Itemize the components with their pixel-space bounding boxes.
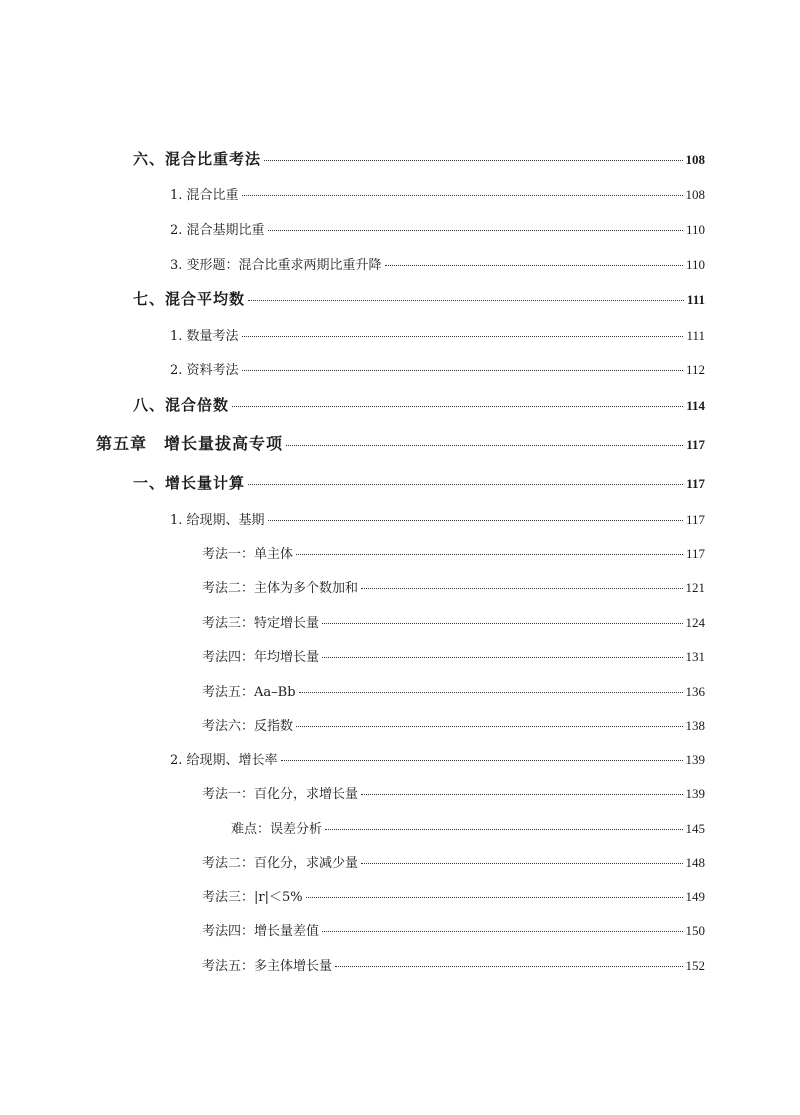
toc-entry-page: 117	[685, 512, 705, 527]
dot-leader	[322, 931, 682, 932]
toc-entry-label: 考法五：多主体增长量	[202, 959, 333, 974]
toc-entry-item[interactable]	[202, 852, 705, 871]
toc-entry-label: 第五章 增长量拔高专项	[96, 434, 284, 453]
toc-entry-page: 112	[685, 362, 705, 377]
toc-entry-subsection[interactable]	[170, 184, 705, 203]
toc-entry-label: 一、增长量计算	[133, 474, 246, 492]
toc-entry-label: 考法五：Aa–Bb	[202, 685, 296, 700]
dot-leader	[264, 160, 682, 161]
dot-leader	[361, 588, 682, 589]
dot-leader	[325, 829, 682, 830]
toc-entry-page: 114	[686, 398, 705, 413]
dot-leader	[361, 794, 682, 795]
toc-entry-page: 136	[685, 684, 705, 699]
toc-entry-label: 六、混合比重考法	[133, 150, 262, 168]
toc-entry-subsection[interactable]	[170, 359, 705, 378]
toc-entry-label: 1. 混合比重	[170, 188, 239, 203]
dot-leader	[286, 445, 683, 446]
toc-entry-label: 考法一：百化分，求增长量	[202, 787, 359, 802]
toc-entry-page: 148	[685, 855, 705, 870]
toc-entry-page: 117	[686, 437, 705, 452]
dot-leader	[242, 370, 683, 371]
toc-entry-label: 考法四：增长量差值	[202, 924, 320, 939]
toc-entry-page: 138	[685, 718, 705, 733]
toc-entry-page: 111	[686, 292, 705, 307]
toc-entry-label: 考法二：百化分，求减少量	[202, 856, 359, 871]
toc-entry-item[interactable]	[202, 612, 705, 631]
toc-entry-label: 2. 给现期、增长率	[170, 753, 278, 768]
toc-entry-item[interactable]	[202, 715, 705, 734]
toc-entry-page: 111	[686, 328, 705, 343]
toc-entry-label: 1. 数量考法	[170, 329, 239, 344]
toc-entry-page: 139	[685, 786, 705, 801]
dot-leader	[242, 336, 684, 337]
toc-entry-page: 117	[686, 476, 705, 491]
toc-entry-label: 考法二：主体为多个数加和	[202, 581, 359, 596]
toc-entry-item[interactable]	[202, 783, 705, 802]
toc-entry-chapter-5[interactable]	[96, 431, 705, 454]
dot-leader	[268, 520, 683, 521]
toc-entry-section-6[interactable]	[133, 148, 705, 169]
dot-leader	[248, 300, 684, 301]
toc-entry-subsection[interactable]	[170, 749, 705, 768]
toc-entry-section-8[interactable]	[133, 394, 705, 415]
toc-entry-page: 117	[685, 546, 705, 561]
toc-entry-label: 难点：误差分析	[231, 822, 323, 837]
toc-entry-item[interactable]	[202, 955, 705, 974]
toc-entry-page: 152	[685, 958, 705, 973]
dot-leader	[242, 195, 683, 196]
toc-entry-subsection[interactable]	[170, 254, 705, 273]
dot-leader	[385, 265, 683, 266]
toc-entry-page: 149	[685, 889, 705, 904]
toc-entry-section-1[interactable]	[133, 472, 705, 493]
dot-leader	[296, 726, 682, 727]
toc-entry-page: 121	[685, 580, 705, 595]
toc-entry-label: 考法三：|r|＜5%	[202, 890, 303, 905]
toc-entry-label: 3. 变形题：混合比重求两期比重升降	[170, 258, 382, 273]
toc-entry-page: 150	[685, 923, 705, 938]
toc-entry-subsection[interactable]	[170, 219, 705, 238]
dot-leader	[281, 760, 683, 761]
dot-leader	[248, 484, 683, 485]
toc-entry-subsection[interactable]	[170, 325, 705, 344]
toc-entry-label: 2. 混合基期比重	[170, 223, 265, 238]
toc-entry-label: 七、混合平均数	[133, 290, 246, 308]
dot-leader	[268, 230, 683, 231]
dot-leader	[306, 897, 683, 898]
toc-entry-label: 考法六：反指数	[202, 719, 294, 734]
dot-leader	[361, 863, 682, 864]
toc-entry-label: 八、混合倍数	[133, 396, 230, 414]
dot-leader	[299, 692, 683, 693]
toc-entry-label: 考法四：年均增长量	[202, 650, 320, 665]
toc-entry-label: 2. 资料考法	[170, 363, 239, 378]
toc-entry-label: 考法一：单主体	[202, 547, 294, 562]
dot-leader	[232, 406, 683, 407]
dot-leader	[296, 554, 683, 555]
toc-entry-section-7[interactable]	[133, 288, 705, 309]
toc-entry-deep-item[interactable]	[231, 818, 705, 837]
toc-entry-item[interactable]	[202, 646, 705, 665]
toc-entry-item[interactable]	[202, 886, 705, 905]
toc-entry-item[interactable]	[202, 920, 705, 939]
toc-entry-item[interactable]	[202, 577, 705, 596]
toc-entry-page: 139	[685, 752, 705, 767]
toc-entry-page: 108	[685, 152, 705, 167]
toc-entry-page: 124	[685, 615, 705, 630]
toc-entry-label: 1. 给现期、基期	[170, 513, 265, 528]
toc-entry-page: 108	[685, 187, 705, 202]
toc-entry-item[interactable]	[202, 543, 705, 562]
dot-leader	[335, 966, 682, 967]
toc-entry-page: 131	[685, 649, 705, 664]
toc-entry-page: 110	[685, 222, 705, 237]
dot-leader	[322, 623, 682, 624]
toc-entry-page: 110	[685, 257, 705, 272]
toc-entry-item[interactable]	[202, 681, 705, 700]
toc-entry-label: 考法三：特定增长量	[202, 616, 320, 631]
dot-leader	[322, 657, 682, 658]
toc-entry-page: 145	[685, 821, 705, 836]
toc-entry-subsection[interactable]	[170, 509, 705, 528]
